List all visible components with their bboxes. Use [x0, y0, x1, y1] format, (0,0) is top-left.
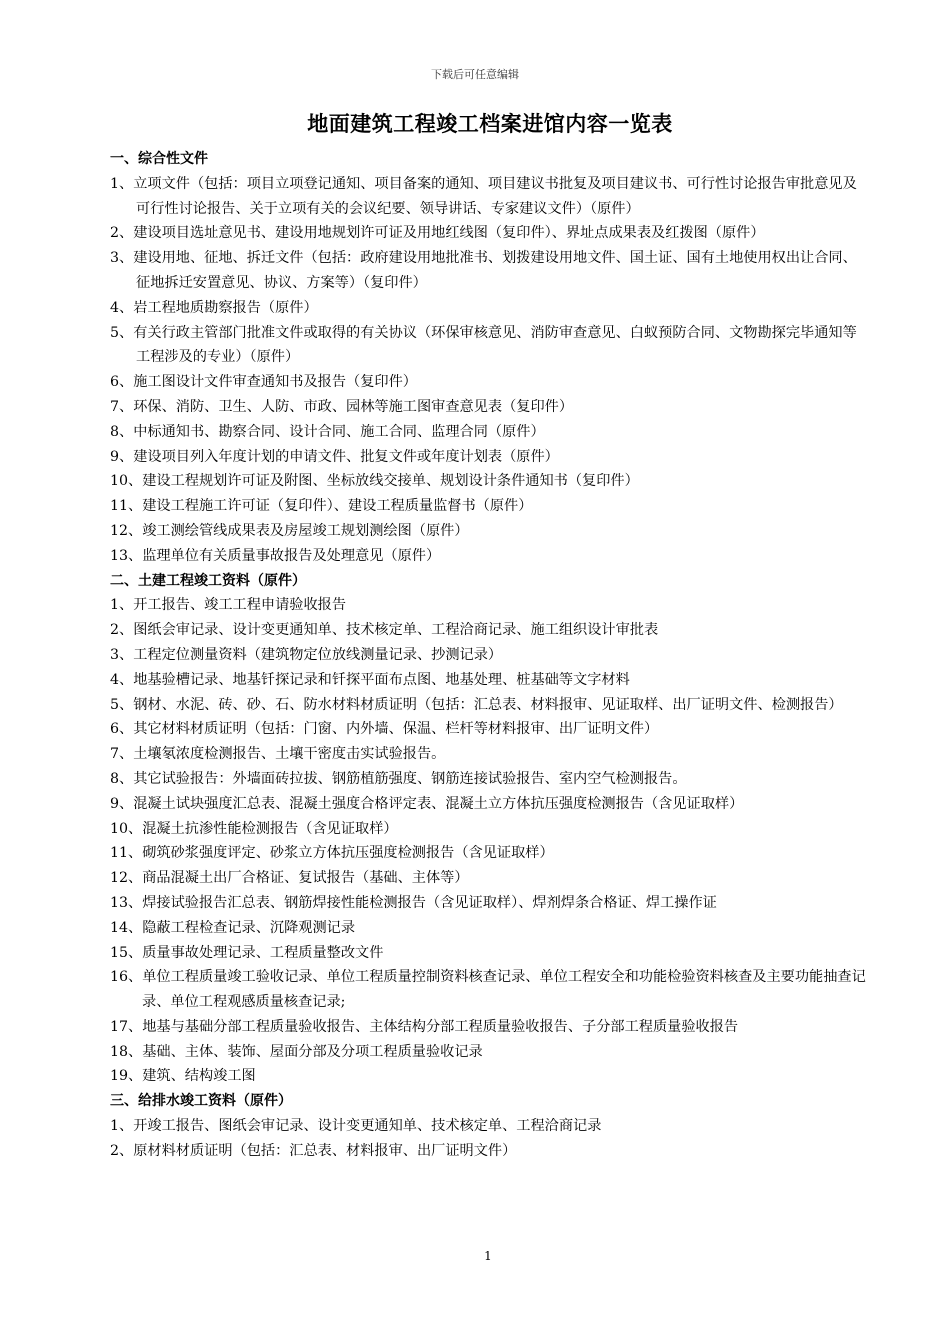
- list-item: 6、其它材料材质证明（包括：门窗、内外墙、保温、栏杆等材料报审、出厂证明文件）: [110, 721, 659, 738]
- section-3: [110, 1089, 870, 1163]
- list-item: 15、质量事故处理记录、工程质量整改文件: [110, 944, 384, 961]
- list-item: 4、地基验槽记录、地基钎探记录和钎探平面布点图、地基处理、桩基础等文字材料: [110, 671, 630, 688]
- page-number: 1: [484, 1249, 492, 1263]
- list-item: 11、建设工程施工许可证（复印件）、建设工程质量监督书（原件）: [110, 498, 533, 515]
- list-item: 13、监理单位有关质量事故报告及处理意见（原件）: [110, 547, 441, 564]
- list-item: 16、单位工程质量竣工验收记录、单位工程质量控制资料核查记录、单位工程安全和功能检验资料核查及主要功能抽查记录、单位工程观感质量核查记录;: [110, 969, 866, 1011]
- page-title: 地面建筑工程竣工档案进馆内容一览表: [307, 111, 673, 136]
- section-heading: 二、土建工程竣工资料（原件）: [110, 572, 306, 589]
- list-item: 3、建设用地、征地、拆迁文件（包括：政府建设用地批准书、划拨建设用地文件、国土证、国有土地使用权出让合同、征地拆迁安置意见、协议、方案等）（复印件）: [110, 250, 857, 291]
- list-item: 18、基础、主体、装饰、屋面分部及分项工程质量验收记录: [110, 1043, 483, 1060]
- section-heading: 一、综合性文件: [110, 151, 208, 167]
- list-item: 9、混凝土试块强度汇总表、混凝土强度合格评定表、混凝土立方体抗压强度检测报告（含见证取样）: [110, 795, 744, 812]
- list-item: 19、建筑、结构竣工图: [110, 1068, 256, 1085]
- section-2: [110, 569, 870, 1090]
- list-item: 5、钢材、水泥、砖、砂、石、防水材料材质证明（包括：汇总表、材料报审、见证取样、出厂证明文件、检测报告）: [110, 696, 843, 713]
- list-item: 8、其它试验报告：外墙面砖拉拔、钢筋植筋强度、钢筋连接试验报告、室内空气检测报告。: [110, 770, 687, 787]
- list-item: 8、中标通知书、勘察合同、设计合同、施工合同、监理合同（原件）: [110, 423, 545, 440]
- section-1: [110, 147, 870, 569]
- list-item: 12、商品混凝土出厂合格证、复试报告（基础、主体等）: [110, 870, 469, 887]
- list-item: 2、原材料材质证明（包括：汇总表、材料报审、出厂证明文件）: [110, 1142, 517, 1159]
- list-item: 10、混凝土抗渗性能检测报告（含见证取样）: [110, 820, 398, 837]
- list-item: 6、施工图设计文件审查通知书及报告（复印件）: [110, 374, 417, 391]
- list-item: 17、地基与基础分部工程质量验收报告、主体结构分部工程质量验收报告、子分部工程质量验收报告: [110, 1018, 739, 1035]
- list-item: 2、图纸会审记录、设计变更通知单、技术核定单、工程洽商记录、施工组织设计审批表: [110, 622, 659, 639]
- list-item: 1、开工报告、竣工工程申请验收报告: [110, 597, 347, 614]
- list-item: 7、土壤氡浓度检测报告、土壤干密度击实试验报告。: [110, 746, 446, 763]
- list-item: 3、工程定位测量资料（建筑物定位放线测量记录、抄测记录）: [110, 646, 503, 663]
- list-item: 1、立项文件（包括：项目立项登记通知、项目备案的通知、项目建议书批复及项目建议书、可行性讨论报告审批意见及可行性讨论报告、关于立项有关的会议纪要、领导讲话、专家建议文件）（原件）: [110, 175, 857, 217]
- list-item: 12、竣工测绘管线成果表及房屋竣工规划测绘图（原件）: [110, 522, 469, 539]
- list-item: 11、砌筑砂浆强度评定、砂浆立方体抗压强度检测报告（含见证取样）: [110, 845, 554, 862]
- list-item: 7、环保、消防、卫生、人防、市政、园林等施工图审查意见表（复印件）: [110, 398, 574, 415]
- document-body: [110, 147, 870, 1164]
- list-item: 1、开竣工报告、图纸会审记录、设计变更通知单、技术核定单、工程洽商记录: [110, 1118, 602, 1135]
- header-note: 下载后可任意编辑: [431, 68, 519, 81]
- list-item: 13、焊接试验报告汇总表、钢筋焊接性能检测报告（含见证取样）、焊剂焊条合格证、焊工操作证: [110, 894, 717, 911]
- list-item: 9、建设项目列入年度计划的申请文件、批复文件或年度计划表（原件）: [110, 448, 559, 465]
- list-item: 5、有关行政主管部门批准文件或取得的有关协议（环保审核意见、消防审查意见、白蚁预防合同、文物勘探完毕通知等工程涉及的专业）（原件）: [110, 324, 857, 366]
- list-item: 10、建设工程规划许可证及附图、坐标放线交接单、规划设计条件通知书（复印件）: [110, 473, 639, 490]
- section-heading: 三、给排水竣工资料（原件）: [110, 1093, 292, 1110]
- list-item: 4、岩工程地质勘察报告（原件）: [110, 299, 318, 316]
- list-item: 14、隐蔽工程检查记录、沉降观测记录: [110, 919, 356, 936]
- list-item: 2、建设项目选址意见书、建设用地规划许可证及用地红线图（复印件）、界址点成果表及红拨图（原件）: [110, 225, 765, 242]
